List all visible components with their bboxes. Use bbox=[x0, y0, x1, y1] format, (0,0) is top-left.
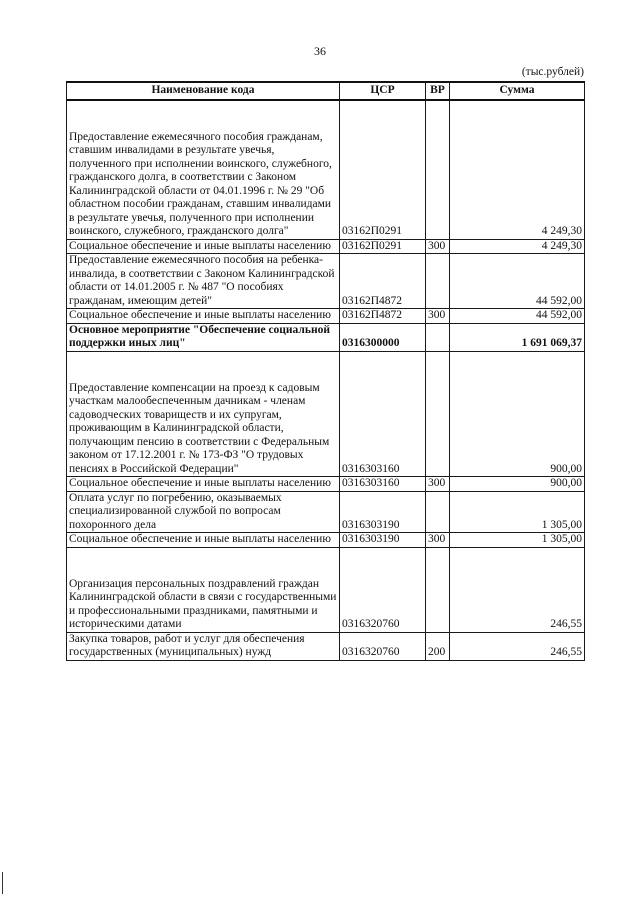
cell-sum: 44 592,00 bbox=[450, 309, 585, 324]
cell-csr: 0316303160 bbox=[340, 477, 426, 492]
cell-sum: 1 305,00 bbox=[450, 533, 585, 548]
table-row bbox=[67, 239, 585, 254]
cell-name: Социальное обеспечение и иные выплаты населению bbox=[67, 239, 340, 254]
cell-sum: 1 305,00 bbox=[450, 491, 585, 533]
header-vr: ВР bbox=[426, 82, 450, 100]
cell-vr bbox=[426, 323, 450, 351]
cell-sum: 246,55 bbox=[450, 632, 585, 660]
cell-vr bbox=[426, 254, 450, 309]
table-body bbox=[67, 100, 585, 661]
cell-csr: 0316303190 bbox=[340, 533, 426, 548]
cell-csr: 0316320760 bbox=[340, 632, 426, 660]
page-number: 36 bbox=[314, 44, 326, 58]
cell-name: Основное мероприятие "Обеспечение социальной поддержки иных лиц" bbox=[67, 323, 340, 351]
cell-csr: 03162П0291 bbox=[340, 239, 426, 254]
table-row bbox=[67, 533, 585, 548]
cell-vr bbox=[426, 100, 450, 240]
table-row bbox=[67, 254, 585, 309]
header-csr: ЦСР bbox=[340, 82, 426, 100]
table-row bbox=[67, 309, 585, 324]
cell-vr bbox=[426, 351, 450, 477]
header-name: Наименование кода bbox=[67, 82, 340, 100]
cell-sum: 4 249,30 bbox=[450, 239, 585, 254]
cell-csr: 0316303190 bbox=[340, 491, 426, 533]
table-header-row bbox=[67, 82, 585, 100]
cell-csr: 0316303160 bbox=[340, 351, 426, 477]
cell-sum: 4 249,30 bbox=[450, 100, 585, 240]
cell-vr bbox=[426, 491, 450, 533]
cell-name: Социальное обеспечение и иные выплаты населению bbox=[67, 533, 340, 548]
cell-vr: 300 bbox=[426, 477, 450, 492]
table-row bbox=[67, 547, 585, 632]
table-row bbox=[67, 632, 585, 660]
table-row bbox=[67, 323, 585, 351]
table-row bbox=[67, 100, 585, 240]
table-row bbox=[67, 491, 585, 533]
cell-sum: 44 592,00 bbox=[450, 254, 585, 309]
cell-name: Социальное обеспечение и иные выплаты населению bbox=[67, 309, 340, 324]
cell-vr: 200 bbox=[426, 632, 450, 660]
cell-vr: 300 bbox=[426, 533, 450, 548]
cell-csr: 03162П4872 bbox=[340, 254, 426, 309]
cell-name: Предоставление ежемесячного пособия на ребенка-инвалида, в соответствии с Законом Калининградской области от 14.01.2005 г. № 487 "О пособиях гражданам, имеющим детей" bbox=[67, 254, 340, 309]
cell-csr: 0316320760 bbox=[340, 547, 426, 632]
cell-sum: 900,00 bbox=[450, 477, 585, 492]
cell-sum: 246,55 bbox=[450, 547, 585, 632]
table-row bbox=[67, 351, 585, 477]
scan-edge-mark bbox=[2, 872, 3, 894]
cell-vr bbox=[426, 547, 450, 632]
cell-name: Предоставление компенсации на проезд к садовым участкам малообеспеченным дачникам - членам садоводческих товариществ и их супругам, проживающим в Калининградской области, получающим пенсию в соответствии с Федеральным законом от 17.12.2001 г. № 173-ФЗ "О трудовых пенсиях в Российской Федерации" bbox=[67, 351, 340, 477]
cell-sum: 1 691 069,37 bbox=[450, 323, 585, 351]
cell-name: Организация персональных поздравлений граждан Калининградской области в связи с государственными и профессиональными праздниками, памятными и историческими датами bbox=[67, 547, 340, 632]
table-row bbox=[67, 477, 585, 492]
header-sum: Сумма bbox=[450, 82, 585, 100]
cell-vr: 300 bbox=[426, 239, 450, 254]
cell-csr: 0316300000 bbox=[340, 323, 426, 351]
cell-csr: 03162П4872 bbox=[340, 309, 426, 324]
cell-sum: 900,00 bbox=[450, 351, 585, 477]
cell-name: Закупка товаров, работ и услуг для обеспечения государственных (муниципальных) нужд bbox=[67, 632, 340, 660]
cell-name: Предоставление ежемесячного пособия гражданам, ставшим инвалидами в результате увечья, полученного при исполнении воинского, служебного, гражданского долга, в соответствии с Законом Калининградской области от 04.01.1996 г. № 29 "Об областном пособии гражданам, ставшим инвалидами в результате увечья, полученного при исполнении воинского, служебного, гражданского долга" bbox=[67, 100, 340, 240]
budget-table bbox=[66, 81, 585, 661]
units-label: (тыс.рублей) bbox=[521, 66, 584, 78]
cell-name: Социальное обеспечение и иные выплаты населению bbox=[67, 477, 340, 492]
cell-name: Оплата услуг по погребению, оказываемых специализированной службой по вопросам похоронного дела bbox=[67, 491, 340, 533]
cell-vr: 300 bbox=[426, 309, 450, 324]
cell-csr: 03162П0291 bbox=[340, 100, 426, 240]
